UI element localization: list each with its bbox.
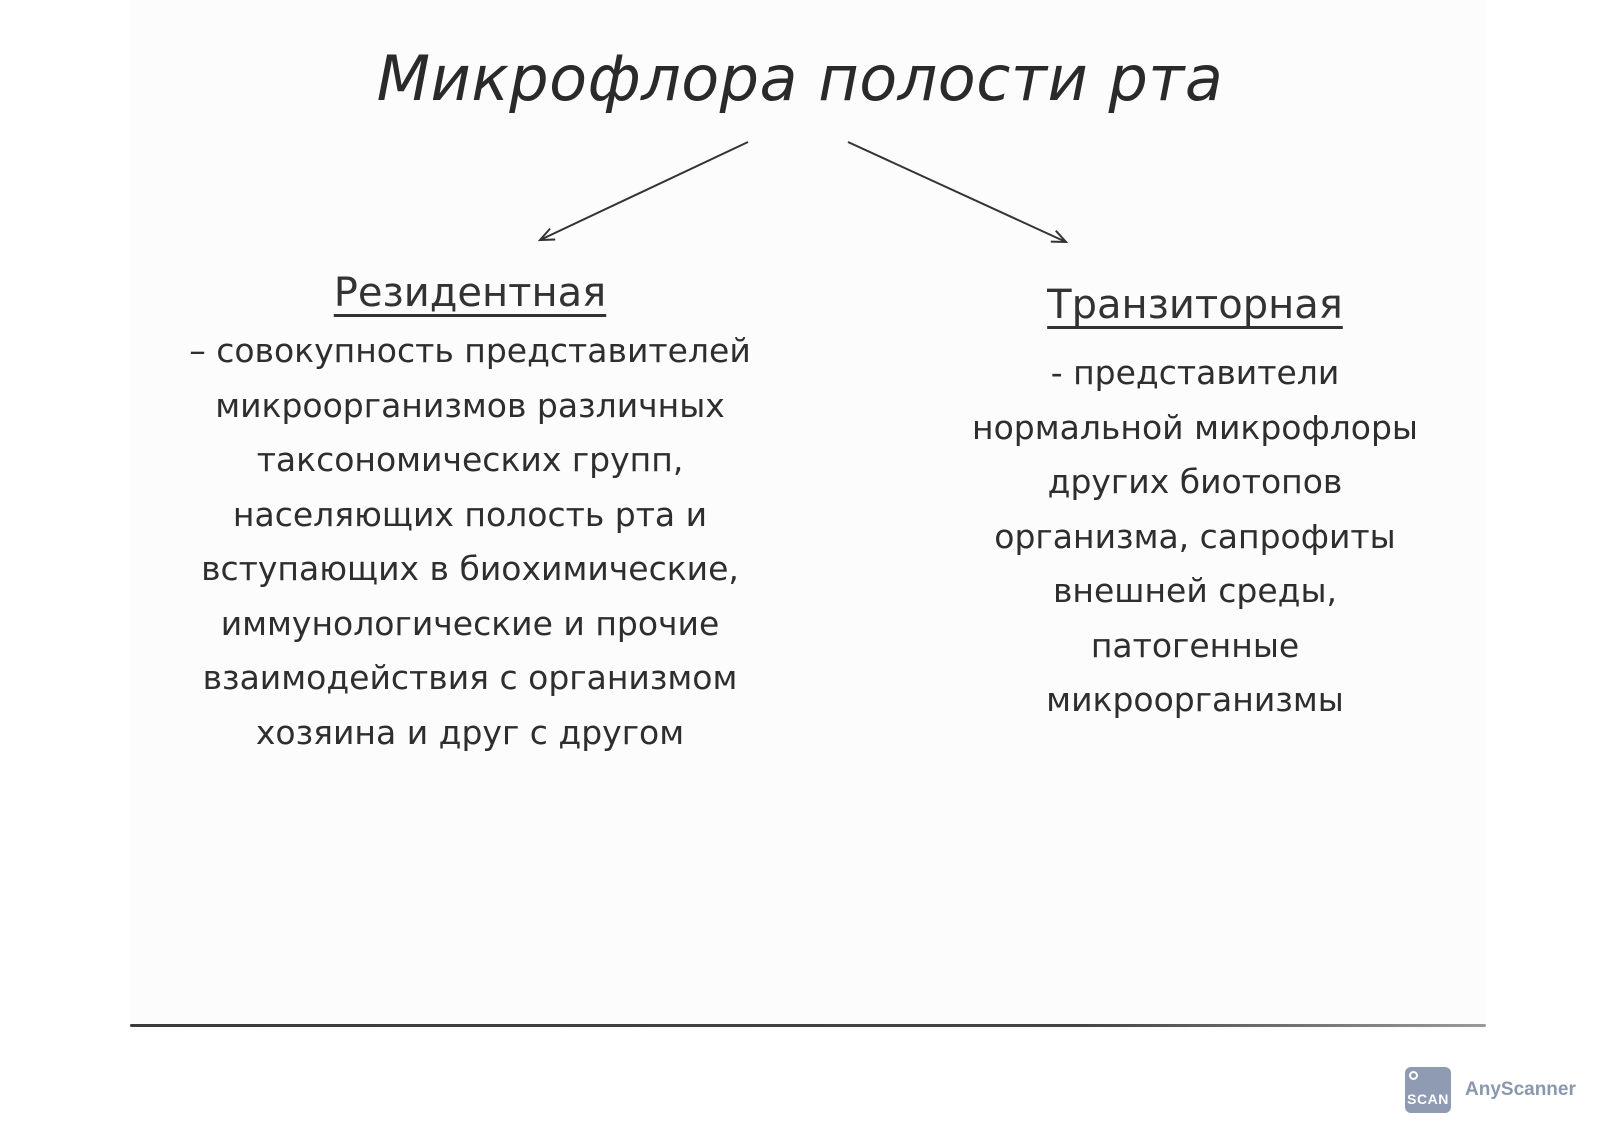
resident-description: – совокупность представителей микроорганизмов различных таксономических групп, населяющих полость рта и вступающих в биохимические, иммунологические и прочие взаимодействия с организмом хозяина и друг с другом — [189, 331, 751, 752]
transient-description: - представители нормальной микрофлоры других биотопов организма, сапрофиты внешней среды, патогенные микроорганизмы — [972, 353, 1418, 719]
resident-heading: Резидентная — [333, 270, 607, 316]
scan-logo-icon — [1405, 1067, 1451, 1113]
watermark-brand: AnyScanner — [1465, 1079, 1576, 1100]
diagram-title: Микрофлора полости рта — [376, 42, 1224, 115]
anyscanner-watermark — [1405, 1067, 1576, 1113]
transient-heading: Транзиторная — [1047, 282, 1343, 328]
bottom-rule — [130, 1024, 1486, 1027]
resident-branch — [145, 270, 795, 760]
scan-logo-dot — [1409, 1071, 1418, 1080]
scan-logo-text: SCAN — [1407, 1091, 1449, 1107]
transient-branch — [875, 282, 1515, 728]
